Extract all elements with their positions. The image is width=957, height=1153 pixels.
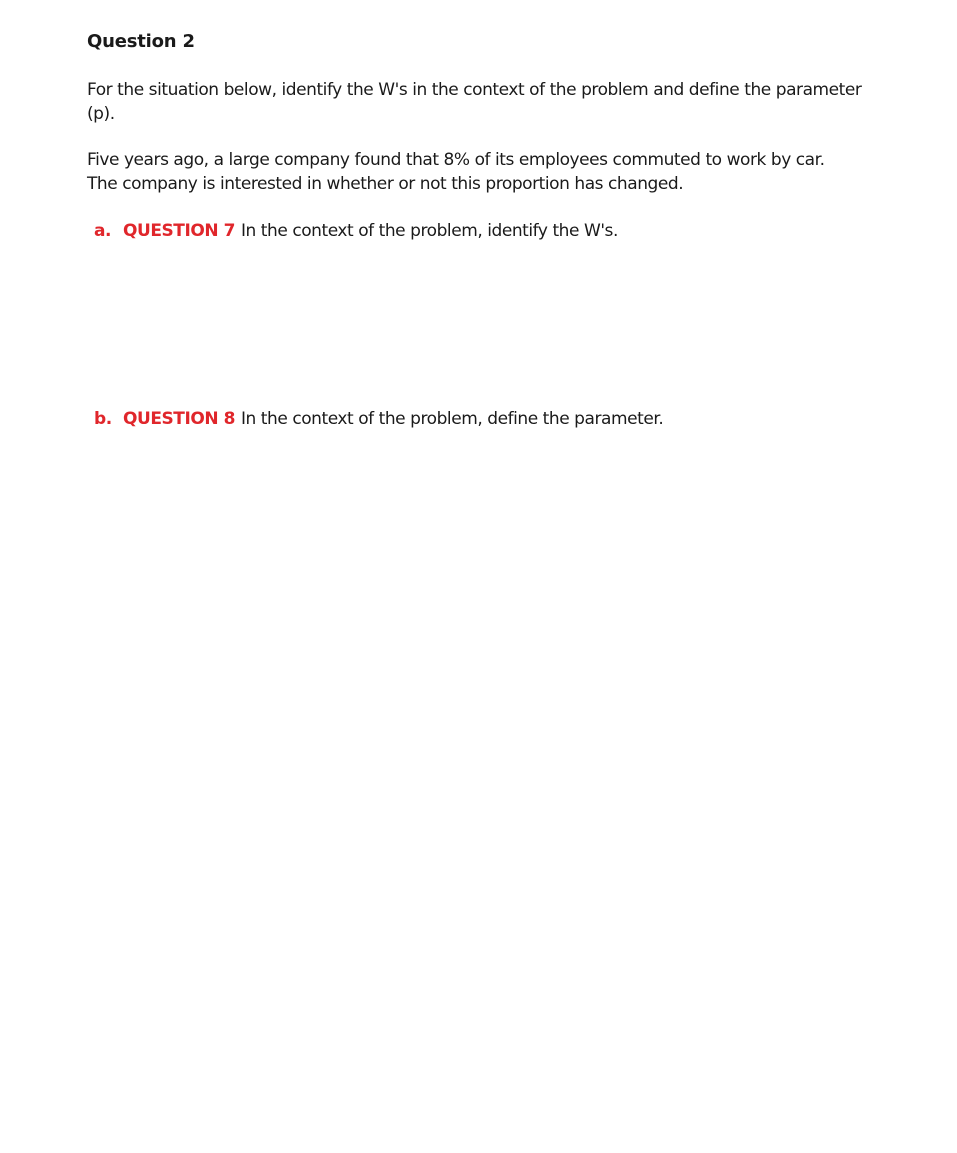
subquestion-label: QUESTION 7 <box>123 221 235 241</box>
scenario-line: Five years ago, a large company found that 8% of its employees commuted to work by car. <box>87 150 825 170</box>
scenario-line: The company is interested in whether or not this proportion has changed. <box>87 174 684 194</box>
subquestion-marker: a. <box>94 221 112 241</box>
instructions-line: (p). <box>87 104 115 124</box>
answer-space-a <box>94 250 914 390</box>
instructions-paragraph <box>87 78 927 126</box>
subquestion-marker: b. <box>94 409 112 429</box>
subquestion-a <box>94 219 618 243</box>
subquestion-text: In the context of the problem, identify the W's. <box>240 221 618 241</box>
question-heading: Question 2 <box>87 31 195 52</box>
subquestion-b <box>94 407 663 431</box>
answer-space-b <box>94 438 914 1118</box>
instructions-line: For the situation below, identify the W's in the context of the problem and define the parameter <box>87 80 862 100</box>
subquestion-label: QUESTION 8 <box>123 409 235 429</box>
scenario-paragraph <box>87 148 927 196</box>
subquestion-text: In the context of the problem, define the parameter. <box>240 409 664 429</box>
